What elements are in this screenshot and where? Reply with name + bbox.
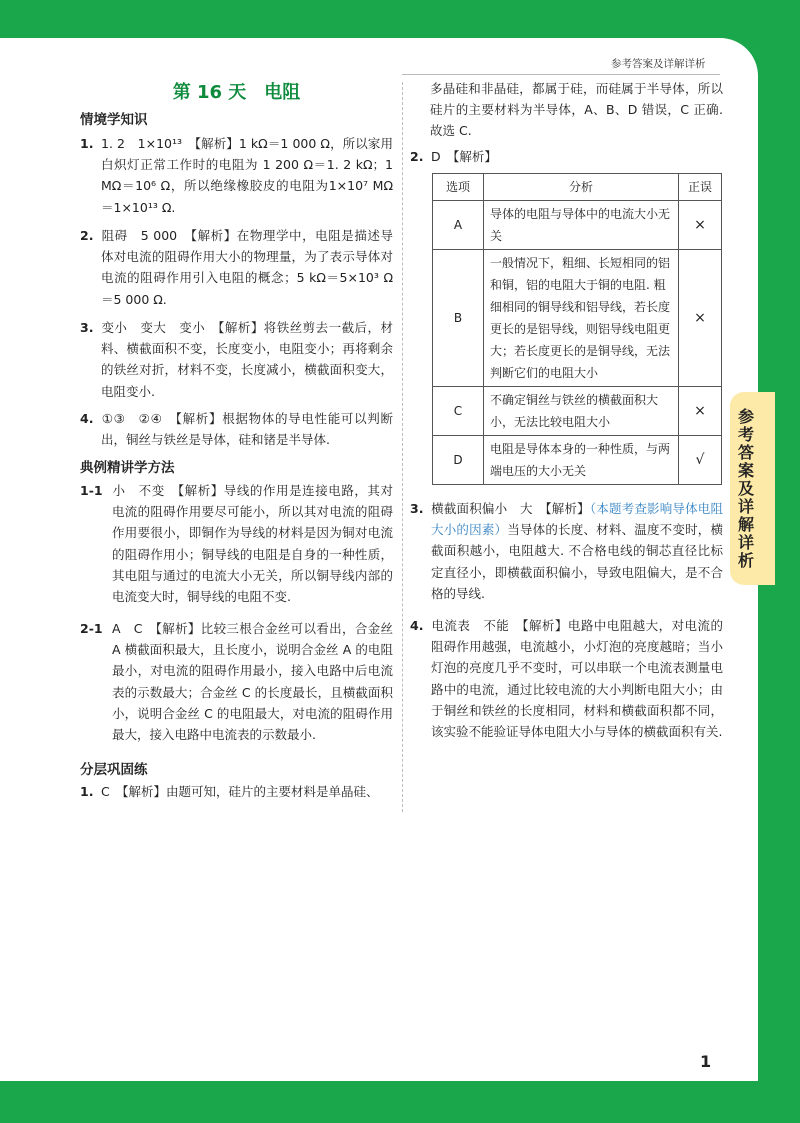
- section-heading-practice: 分层巩固练: [80, 762, 148, 778]
- exam-focus-note: （本题考查影响导体电阻大小的因素）: [431, 501, 723, 538]
- practice-item-1-continued: 多晶硅和非晶硅，都属于硅，而硅属于半导体，所以硅片的主要材料为半导体，A、B、D 错误，C 正确. 故选 C.: [430, 81, 723, 139]
- table-header: 选项: [433, 174, 484, 201]
- table-header-row: [433, 174, 722, 201]
- table-cell-verdict: ×: [679, 250, 722, 387]
- example-item-1-1: 1-1 小 不变 【解析】导线的作用是连接电路，其对电流的阻碍作用要尽可能小，所以其对电流的阻碍作用要很小，即铜作为导线的材料是因为铜对电流的阻碍作用小；铜导线的电阻是自身的一种性质，其电阻与通过的电流大小无关，所以铜导线内部的电流变大时，铜导线的电阻不变.: [80, 483, 393, 605]
- answer-item-2: 2. 阻碍 5 000 【解析】在物理学中，电阻是描述导体对电流的阻碍作用大小的物理量，为了表示导体对电流的阻碍作用引入电阻的概念；5 kΩ＝5×10³ Ω＝5 000 Ω.: [80, 228, 393, 307]
- answer-item-4: 4. ①③ ②④ 【解析】根据物体的导电性能可以判断出，铜丝与铁丝是导体，硅和锗是半导体.: [80, 411, 393, 448]
- table-header: 分析: [484, 174, 679, 201]
- table-cell-analysis: 一般情况下，粗细、长短相同的铝和铜，铝的电阻大于铜的电阻. 粗细相同的铜导线和铝导线，若长度更长的是铝导线，则铝导线电阻更大；若长度更长的是铜导线，无法判断它们的电阻大小: [484, 250, 679, 387]
- section-heading-context: 情境学知识: [80, 112, 148, 128]
- side-tab[interactable]: [730, 392, 775, 585]
- practice-item-3: 3. 横截面积偏小 大 【解析】（本题考查影响导体电阻大小的因素）当导体的长度、材料、温度不变时，横截面积越小，电阻越大. 不合格电线的铜芯直径比标定直径小，即横截面积偏小，导致电阻偏大，是不合格的导线.: [410, 501, 723, 601]
- answer-item-3: 3. 变小 变大 变小 【解析】将铁丝剪去一截后，材料、横截面积不变，长度变小，电阻变小；再将剩余的铁丝对折，材料不变，长度减小，横截面积变大，电阻变小.: [80, 320, 393, 399]
- table-cell-verdict: ×: [679, 387, 722, 436]
- page-title: 第 16 天 电阻: [172, 82, 301, 103]
- table-cell-option: B: [433, 250, 484, 387]
- table-cell-analysis: 电阻是导体本身的一种性质，与两端电压的大小无关: [484, 436, 679, 485]
- table-cell-verdict: √: [679, 436, 722, 485]
- section-heading-examples: 典例精讲学方法: [80, 460, 175, 476]
- table-cell-option: C: [433, 387, 484, 436]
- analysis-table: [432, 173, 722, 485]
- table-cell-analysis: 导体的电阻与导体中的电流大小无关: [484, 201, 679, 250]
- table-row: [433, 436, 722, 485]
- practice-item-4: 4. 电流表 不能 【解析】电路中电阻越大，对电流的阻碍作用越强，电流越小，小灯泡的亮度越暗；当小灯泡的亮度几乎不变时，可以串联一个电流表测量电路中的电流，通过比较电流的大小判断电阻大小；由于铜丝和铁丝的长度相同，材料和横截面积都不同，该实验不能验证导体电阻大小与导体的横截面积有关.: [410, 618, 723, 740]
- table-cell-verdict: ×: [679, 201, 722, 250]
- table-row: [433, 387, 722, 436]
- practice-item-2: 2. D 【解析】: [410, 149, 497, 164]
- practice-item-1: 1. C 【解析】由题可知，硅片的主要材料是单晶硅、: [80, 784, 379, 799]
- header-rule: [402, 74, 720, 75]
- example-item-2-1: 2-1 A C 【解析】比较三根合金丝可以看出，合金丝 A 横截面积最大，且长度小，说明合金丝 A 的电阻最小，对电流的阻碍作用最小，接入电路中后电流表的示数最大；合金丝 C 的长度最长，且横截面积小，说明合金丝 C 的电阻最大，对电流的阻碍作用最大，接入电路中电流表的示数最小.: [80, 621, 393, 743]
- table-cell-option: A: [433, 201, 484, 250]
- table-cell-option: D: [433, 436, 484, 485]
- side-tab-label: 参考答案及详解详析: [738, 407, 755, 570]
- table-header: 正误: [679, 174, 722, 201]
- column-divider: [402, 82, 403, 812]
- table-cell-analysis: 不确定铜丝与铁丝的横截面积大小，无法比较电阻大小: [484, 387, 679, 436]
- table-row: [433, 250, 722, 387]
- answer-item-1: 1. 1. 2 1×10¹³ 【解析】1 kΩ＝1 000 Ω，所以家用白炽灯正常工作时的电阻为 1 200 Ω＝1. 2 kΩ；1 MΩ＝10⁶ Ω，所以绝缘橡胶皮的电阻为1×10⁷ MΩ＝1×10¹³ Ω.: [80, 136, 393, 215]
- running-header: 参考答案及详解详析: [611, 58, 706, 70]
- table-row: [433, 201, 722, 250]
- page-number: 1: [700, 1052, 712, 1071]
